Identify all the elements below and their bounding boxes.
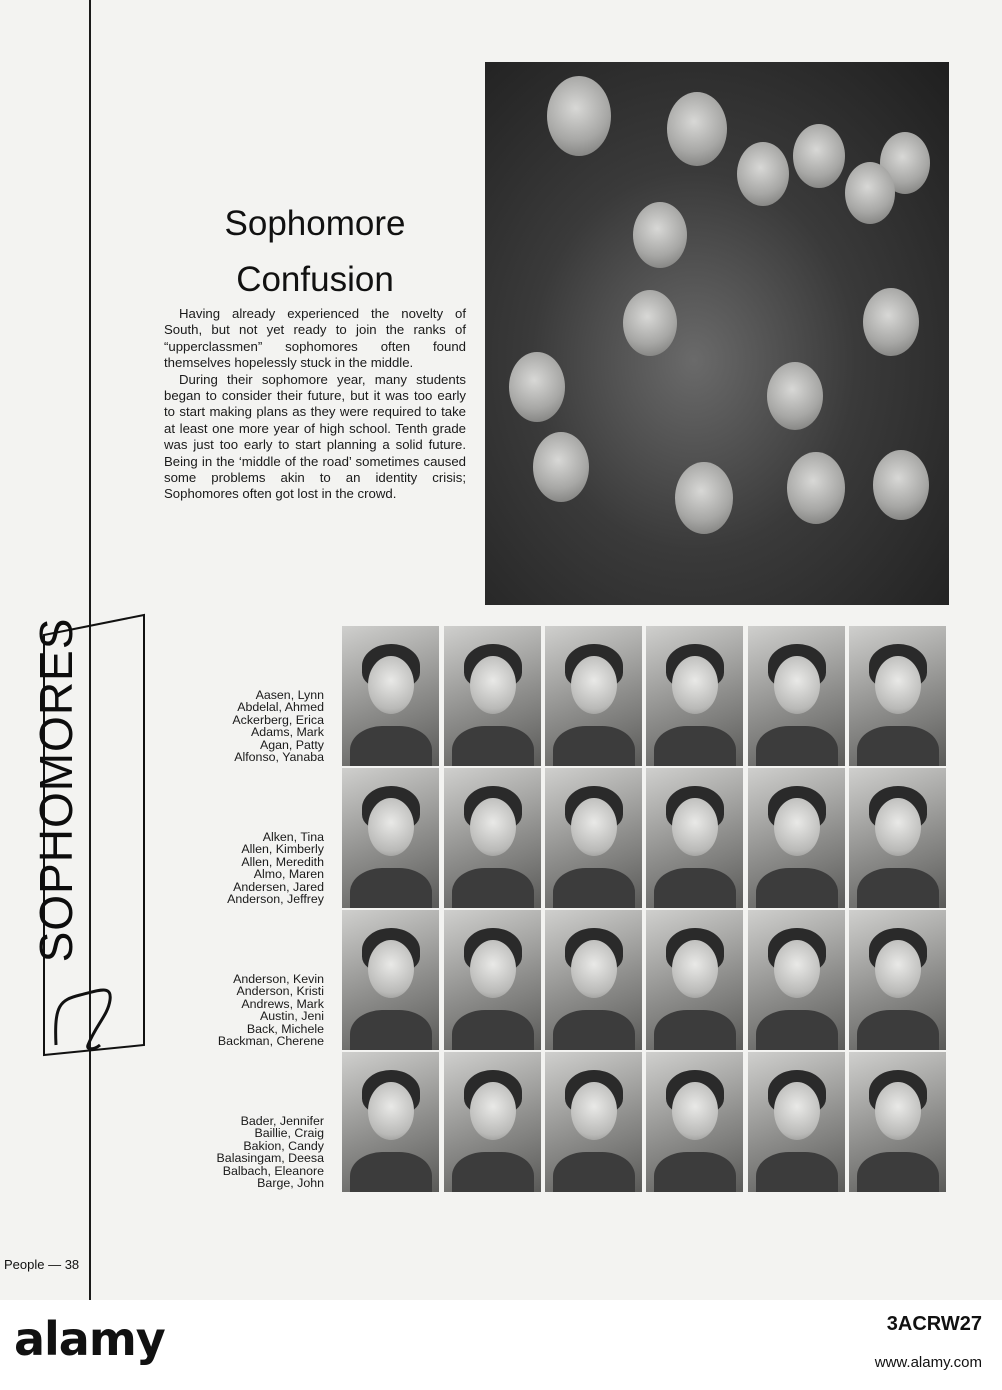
student-name: Baillie, Craig	[254, 1126, 324, 1141]
student-portrait	[342, 768, 439, 908]
student-name: Anderson, Kevin	[233, 972, 324, 986]
article-paragraph: Having already experienced the novelty of South, but not yet ready to join the ranks of “upperclassmen” sophomores often found themselves hopelessly stuck in the middle.	[164, 306, 466, 371]
watermark-url: www.alamy.com	[874, 1354, 982, 1371]
student-portrait	[646, 910, 743, 1050]
article-paragraph: During their sophomore year, many students began to consider their future, but it was too early to start making plans as they were required to take at least one more year of high school. Tenth grade was just too early to start planning a solid future. Being in the ‘middle of the road’ sometimes caused some problems akin to an identity crisis; Sophomores often got lost in the crowd.	[164, 371, 466, 502]
student-name: Austin, Jeni	[259, 1009, 324, 1024]
portrait-row	[342, 1052, 948, 1192]
group-photo-face	[547, 76, 611, 156]
group-photo-face	[873, 450, 929, 520]
student-name: Andersen, Jared	[233, 879, 324, 894]
student-portrait	[342, 626, 439, 766]
watermark-image-id: 3ACRW27	[886, 1313, 982, 1335]
student-portrait	[545, 1052, 642, 1192]
title-line-1: Sophomore	[224, 204, 406, 243]
student-name: Aasen, Lynn	[255, 688, 324, 702]
student-portrait	[444, 768, 541, 908]
student-portrait	[748, 910, 845, 1050]
portrait-row	[342, 626, 948, 766]
student-name: Allen, Meredith	[241, 854, 324, 869]
student-portrait	[849, 768, 946, 908]
portrait-row	[342, 768, 948, 908]
student-portrait	[444, 626, 541, 766]
student-name: Barge, John	[257, 1176, 324, 1191]
student-name: Anderson, Kristi	[236, 984, 324, 999]
student-name: Bakion, Candy	[243, 1138, 324, 1153]
group-photo-face	[675, 462, 733, 534]
student-portrait	[444, 910, 541, 1050]
student-portrait	[646, 768, 743, 908]
student-portrait	[646, 626, 743, 766]
group-photo-face	[533, 432, 589, 502]
student-name: Ackerberg, Erica	[232, 712, 324, 727]
portrait-row	[342, 910, 948, 1050]
group-photo-face	[793, 124, 845, 188]
student-name: Abdelal, Ahmed	[237, 700, 324, 715]
student-portrait	[849, 626, 946, 766]
article-body	[164, 306, 466, 503]
student-portrait	[849, 910, 946, 1050]
group-photo-face	[863, 288, 919, 356]
student-name: Adams, Mark	[251, 725, 324, 740]
student-portrait	[545, 768, 642, 908]
name-list-row-4	[217, 1115, 324, 1189]
group-photo-face	[509, 352, 565, 422]
student-name: Balasingam, Deesa	[216, 1151, 324, 1166]
name-list-row-1	[232, 689, 324, 763]
student-name: Agan, Patty	[259, 737, 324, 752]
group-photo-face	[845, 162, 895, 224]
name-list-row-2	[227, 831, 324, 905]
student-name: Andrews, Mark	[241, 996, 324, 1011]
student-name: Almo, Maren	[253, 867, 324, 882]
student-portrait	[748, 1052, 845, 1192]
student-name: Anderson, Jeffrey	[227, 892, 324, 907]
student-name: Alfonso, Yanaba	[234, 750, 324, 765]
group-photo-face	[737, 142, 789, 206]
group-photo-face	[787, 452, 845, 524]
student-portrait	[444, 1052, 541, 1192]
student-name: Allen, Kimberly	[241, 842, 324, 857]
student-name: Backman, Cherene	[217, 1034, 324, 1049]
section-banner-label: SOPHOMORES	[30, 617, 82, 963]
name-list-row-3	[218, 973, 324, 1047]
student-name: Bader, Jennifer	[240, 1114, 324, 1128]
student-name: Alken, Tina	[262, 830, 324, 844]
student-portrait	[646, 1052, 743, 1192]
student-portrait	[748, 768, 845, 908]
student-portrait	[849, 1052, 946, 1192]
article-title	[160, 196, 470, 308]
watermark-logo: alamy	[14, 1312, 165, 1366]
group-photo	[485, 62, 949, 605]
student-name: Balbach, Eleanore	[222, 1163, 324, 1178]
group-photo-face	[667, 92, 727, 166]
title-line-2: Confusion	[236, 260, 394, 299]
student-portrait	[342, 1052, 439, 1192]
student-name: Back, Michele	[246, 1021, 324, 1036]
student-portrait	[748, 626, 845, 766]
group-photo-face	[633, 202, 687, 268]
group-photo-face	[623, 290, 677, 356]
group-photo-face	[767, 362, 823, 430]
page-folio: People — 38	[4, 1257, 80, 1272]
student-portrait	[545, 626, 642, 766]
student-portrait	[545, 910, 642, 1050]
student-portrait	[342, 910, 439, 1050]
